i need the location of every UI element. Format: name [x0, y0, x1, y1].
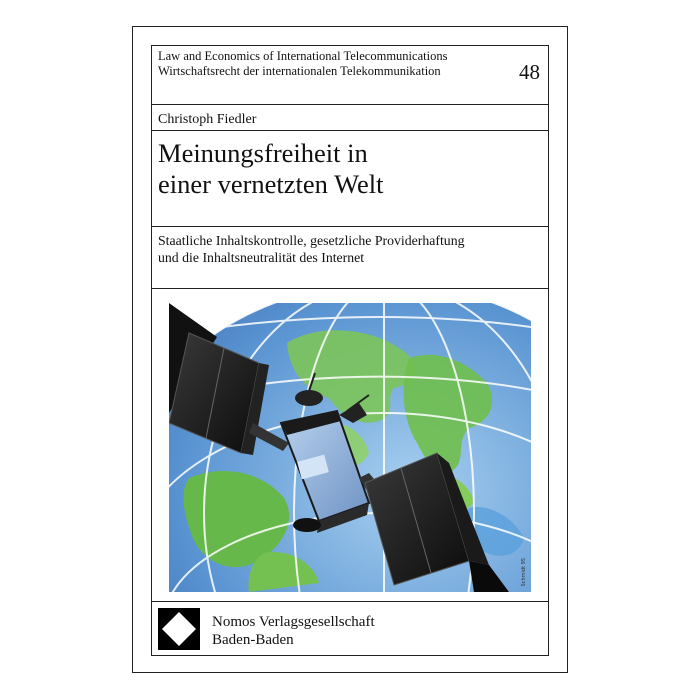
divider — [152, 104, 548, 105]
series-title-en: Law and Economics of International Telecommunications — [158, 49, 448, 63]
book-subtitle — [158, 233, 465, 266]
author-name: Christoph Fiedler — [158, 112, 257, 127]
title-line-1: Meinungsfreiheit in — [158, 138, 368, 168]
publisher-city: Baden-Baden — [212, 632, 294, 648]
cover-illustration — [169, 303, 531, 592]
publisher-name: Nomos Verlagsgesellschaft — [212, 614, 375, 630]
subtitle-line-2: und die Inhaltsneutralität des Internet — [158, 249, 365, 265]
satellite-over-globe-icon — [169, 303, 531, 592]
volume-number: 48 — [519, 60, 540, 84]
title-line-2: einer vernetzten Welt — [158, 169, 384, 199]
divider — [152, 130, 548, 131]
series-title — [158, 49, 447, 79]
divider — [152, 601, 548, 602]
artist-signature: Schmidt 95 — [521, 557, 527, 586]
series-title-de: Wirtschaftsrecht der internationalen Telekommunikation — [158, 64, 441, 78]
cover-frame — [151, 45, 549, 656]
divider — [152, 226, 548, 227]
nomos-diamond-logo-icon — [158, 608, 200, 655]
book-title — [158, 138, 383, 200]
divider — [152, 288, 548, 289]
book-cover — [132, 26, 568, 673]
subtitle-line-1: Staatliche Inhaltskontrolle, gesetzliche Providerhaftung — [158, 233, 465, 248]
publisher — [212, 613, 375, 649]
